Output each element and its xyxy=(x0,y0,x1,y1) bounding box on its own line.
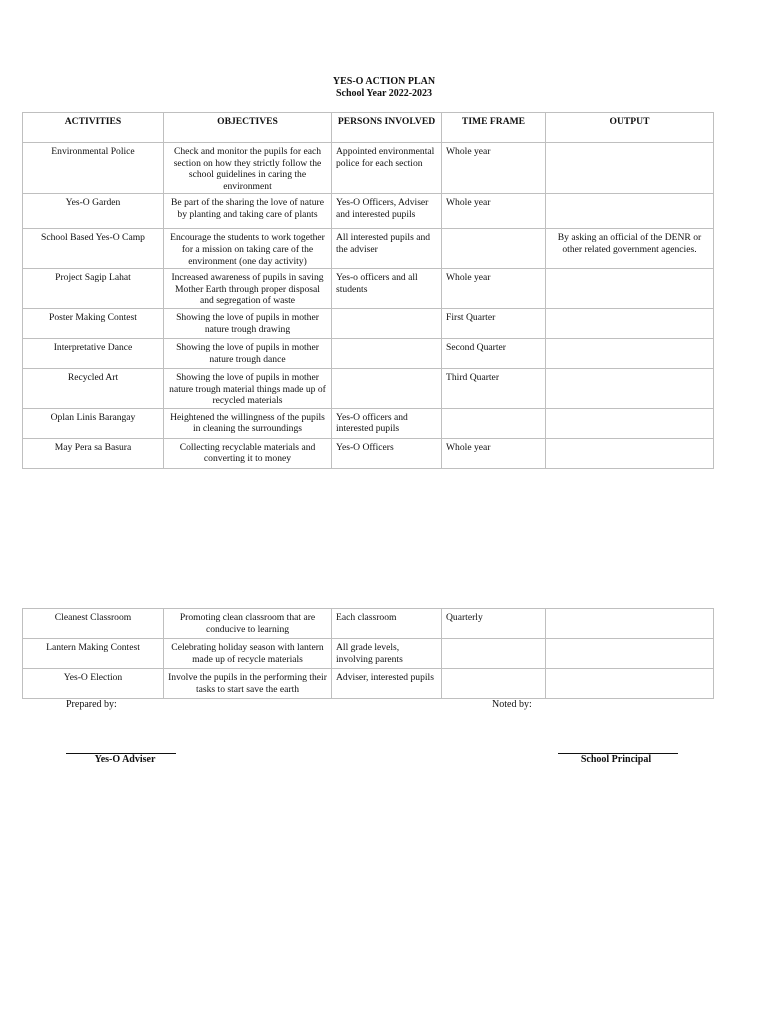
objective-cell: Collecting recyclable materials and converting it to money xyxy=(164,438,332,468)
table-row xyxy=(23,408,714,438)
activity-cell: May Pera sa Basura xyxy=(23,438,164,468)
table-row xyxy=(23,438,714,468)
output-cell xyxy=(546,609,714,639)
table-row xyxy=(23,269,714,309)
prepared-by-label: Prepared by: xyxy=(66,699,117,710)
objective-cell: Showing the love of pupils in mother nature trough material things made up of recycled materials xyxy=(164,368,332,408)
adviser-name: Yes-O Adviser xyxy=(94,754,156,765)
output-cell xyxy=(546,308,714,338)
objective-cell: Heightened the willingness of the pupils in cleaning the surroundings xyxy=(164,408,332,438)
table-row xyxy=(23,368,714,408)
objective-cell: Showing the love of pupils in mother nature trough dance xyxy=(164,338,332,368)
persons-cell: Each classroom xyxy=(332,609,442,639)
persons-cell: Adviser, interested pupils xyxy=(332,669,442,699)
output-cell xyxy=(546,408,714,438)
activity-cell: Project Sagip Lahat xyxy=(23,269,164,309)
column-header-objectives: OBJECTIVES xyxy=(164,113,332,143)
persons-cell xyxy=(332,368,442,408)
time-frame-cell: Whole year xyxy=(442,269,546,309)
persons-cell: Yes-O officers and interested pupils xyxy=(332,408,442,438)
activity-cell: Cleanest Classroom xyxy=(23,609,164,639)
output-cell xyxy=(546,143,714,194)
time-frame-cell: Whole year xyxy=(442,143,546,194)
table-row xyxy=(23,229,714,269)
column-header-output: OUTPUT xyxy=(546,113,714,143)
column-header-persons: PERSONS INVOLVED xyxy=(332,113,442,143)
persons-cell: Appointed environmental police for each section xyxy=(332,143,442,194)
table-header-row xyxy=(23,113,714,143)
table-row xyxy=(23,669,714,699)
persons-cell: Yes-O Officers, Adviser and interested pupils xyxy=(332,194,442,229)
time-frame-cell: First Quarter xyxy=(442,308,546,338)
table-row xyxy=(23,143,714,194)
activity-cell: Environmental Police xyxy=(23,143,164,194)
table-row xyxy=(23,338,714,368)
noted-by-label: Noted by: xyxy=(492,699,532,710)
output-cell xyxy=(546,438,714,468)
output-cell xyxy=(546,338,714,368)
time-frame-cell xyxy=(442,229,546,269)
activity-cell: Interpretative Dance xyxy=(23,338,164,368)
persons-cell: All grade levels, involving parents xyxy=(332,639,442,669)
persons-cell: Yes-o officers and all students xyxy=(332,269,442,309)
output-cell xyxy=(546,269,714,309)
activity-cell: Recycled Art xyxy=(23,368,164,408)
table-row xyxy=(23,308,714,338)
objective-cell: Involve the pupils in the performing their tasks to start save the earth xyxy=(164,669,332,699)
table-row xyxy=(23,639,714,669)
activity-cell: Lantern Making Contest xyxy=(23,639,164,669)
table-row xyxy=(23,194,714,229)
table-row xyxy=(23,609,714,639)
column-header-activities: ACTIVITIES xyxy=(23,113,164,143)
output-cell xyxy=(546,639,714,669)
persons-cell: Yes-O Officers xyxy=(332,438,442,468)
output-cell xyxy=(546,194,714,229)
output-cell xyxy=(546,368,714,408)
objective-cell: Promoting clean classroom that are conducive to learning xyxy=(164,609,332,639)
action-plan-table-continued xyxy=(22,608,714,699)
time-frame-cell: Third Quarter xyxy=(442,368,546,408)
objective-cell: Showing the love of pupils in mother nature trough drawing xyxy=(164,308,332,338)
objective-cell: Celebrating holiday season with lantern made up of recycle materials xyxy=(164,639,332,669)
objective-cell: Be part of the sharing the love of nature by planting and taking care of plants xyxy=(164,194,332,229)
time-frame-cell: Whole year xyxy=(442,194,546,229)
document-title xyxy=(0,76,768,100)
activity-cell: Yes-O Election xyxy=(23,669,164,699)
activity-cell: Oplan Linis Barangay xyxy=(23,408,164,438)
time-frame-cell: Whole year xyxy=(442,438,546,468)
school-year: School Year 2022-2023 xyxy=(335,88,433,99)
objective-cell: Increased awareness of pupils in saving Mother Earth through proper disposal and segregation of waste xyxy=(164,269,332,309)
persons-cell xyxy=(332,338,442,368)
time-frame-cell: Quarterly xyxy=(442,609,546,639)
time-frame-cell: Second Quarter xyxy=(442,338,546,368)
objective-cell: Encourage the students to work together for a mission on taking care of the environment (one day activity) xyxy=(164,229,332,269)
plan-title: YES-O ACTION PLAN xyxy=(332,76,436,87)
time-frame-cell xyxy=(442,408,546,438)
column-header-time-frame: TIME FRAME xyxy=(442,113,546,143)
activity-cell: School Based Yes-O Camp xyxy=(23,229,164,269)
objective-cell: Check and monitor the pupils for each section on how they strictly follow the school guidelines in caring the environment xyxy=(164,143,332,194)
activity-cell: Poster Making Contest xyxy=(23,308,164,338)
activity-cell: Yes-O Garden xyxy=(23,194,164,229)
action-plan-table xyxy=(22,112,714,469)
output-cell xyxy=(546,669,714,699)
output-cell: By asking an official of the DENR or other related government agencies. xyxy=(546,229,714,269)
time-frame-cell xyxy=(442,639,546,669)
persons-cell: All interested pupils and the adviser xyxy=(332,229,442,269)
time-frame-cell xyxy=(442,669,546,699)
persons-cell xyxy=(332,308,442,338)
principal-name: School Principal xyxy=(580,754,652,765)
